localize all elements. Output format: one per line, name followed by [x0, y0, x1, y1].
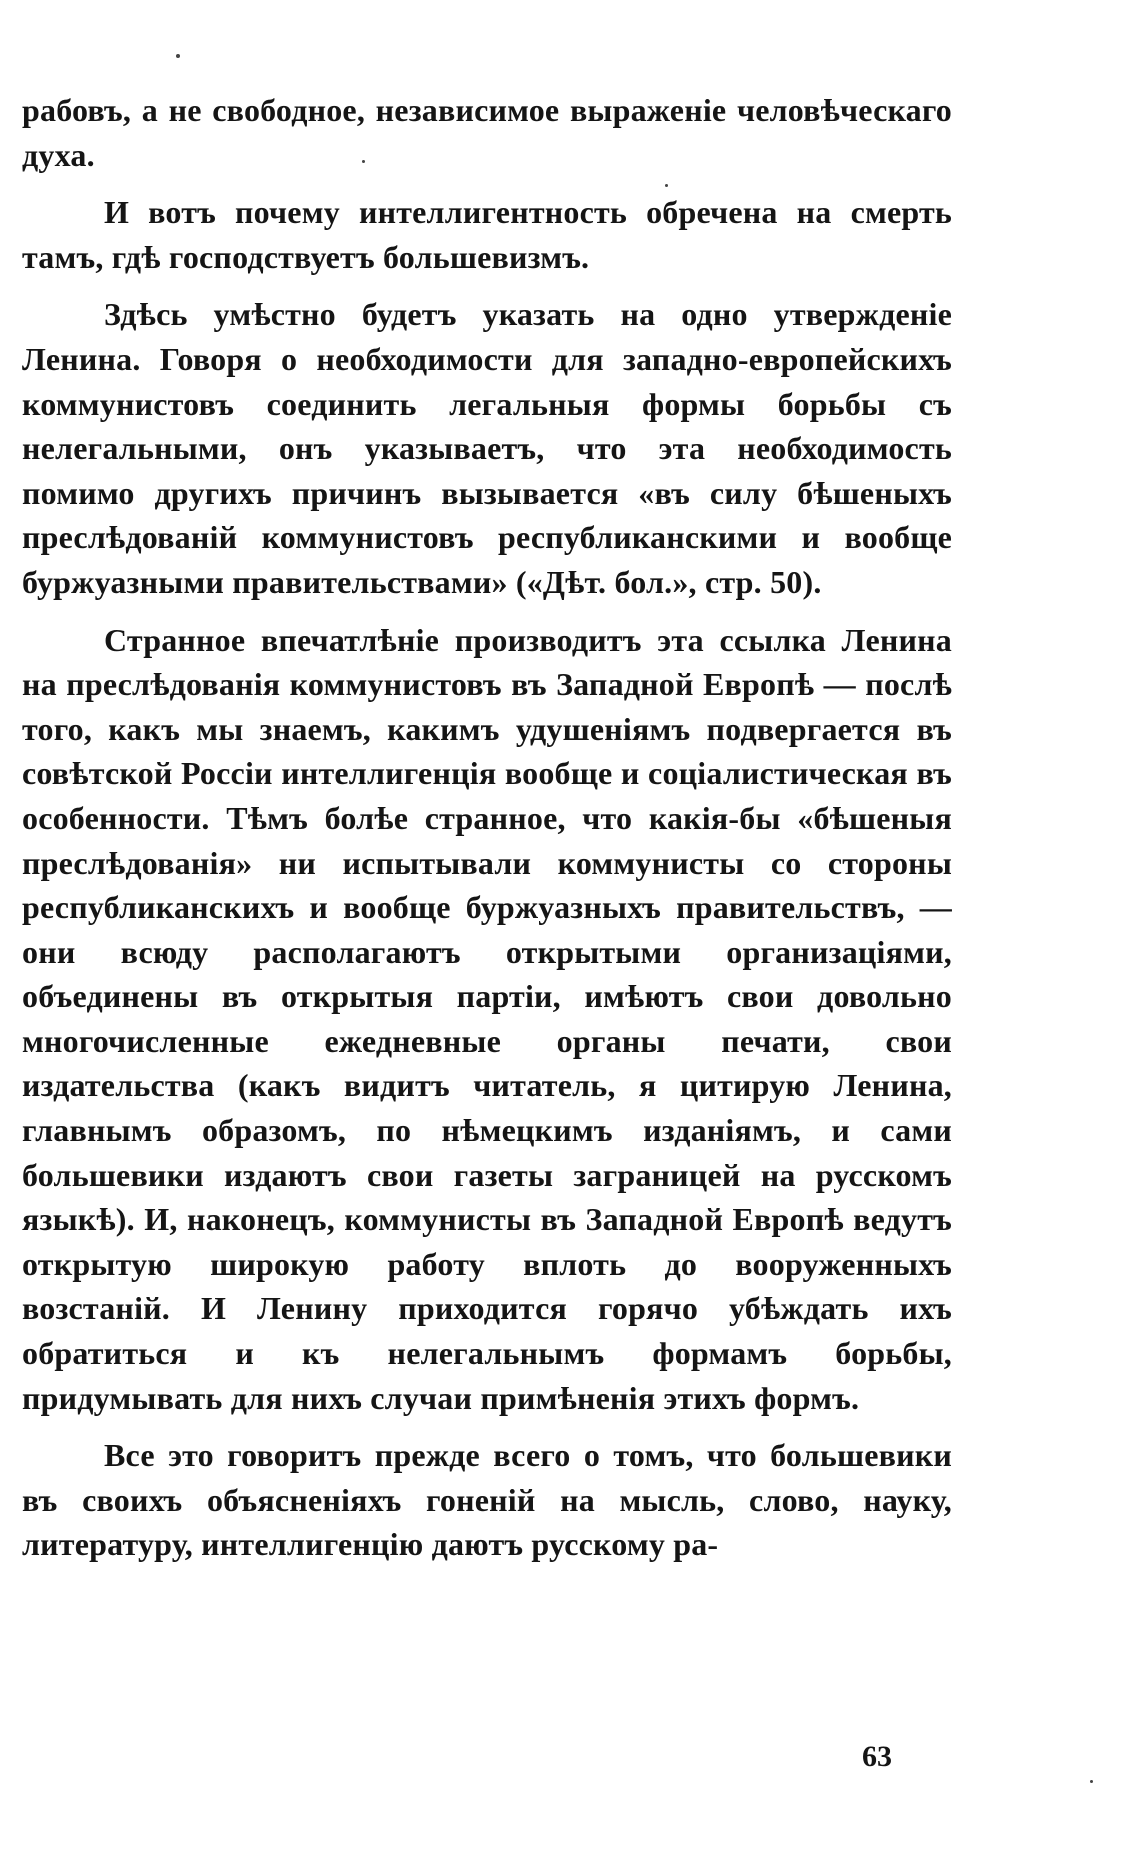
- scan-speck: [176, 54, 180, 58]
- paragraph-conclusion: Все это говоритъ прежде всего о томъ, что большевики въ своихъ объясненіяхъ гоненій на мысль, слово, науку, литературу, интеллигенцію даютъ русскому ра-: [22, 1437, 952, 1563]
- paragraph-intelligentsia-doomed: И вотъ почему интеллигентность обречена на смерть тамъ, гдѣ господствуетъ большевизмъ.: [22, 194, 952, 275]
- page-number: 63: [862, 1740, 892, 1773]
- scan-speck: [665, 184, 668, 187]
- paragraph-gap: [22, 177, 952, 190]
- paragraph-gap: [22, 279, 952, 292]
- paragraph-lenin-assertion: Здѣсь умѣстно будетъ указать на одно утвержденіе Ленина. Говоря о необходимости для западно-европейскихъ коммунистовъ соединить легальныя формы борьбы съ нелегальными, онъ указываетъ, что эта необходимость помимо другихъ причинъ вызывается «въ силу бѣшеныхъ преслѣдованій коммунистовъ республиканскими и вообще буржуазными правительствами» («Дѣт. бол.», стр. 50).: [22, 296, 952, 600]
- paragraph-gap: [22, 1420, 952, 1433]
- scan-speck: [1090, 1780, 1093, 1783]
- paragraph-continuation: рабовъ, а не свободное, независимое выраженіе человѣческаго духа.: [22, 92, 952, 173]
- paragraph-strange-impression: Странное впечатлѣніе производитъ эта ссылка Ленина на преслѣдованія коммунистовъ въ Западной Европѣ — послѣ того, какъ мы знаемъ, какимъ удушеніямъ подвергается въ совѣтской Россіи интеллигенція вообще и соціалистическая въ особенности. Тѣмъ болѣе странное, что какія-бы «бѣшеныя преслѣдованія» ни испытывали коммунисты со стороны республиканскихъ и вообще буржуазныхъ правительствъ, — они всюду располагаютъ открытыми организаціями, объединены въ открытыя партіи, имѣютъ свои довольно многочисленные ежедневные органы печати, свои издательства (какъ видитъ читатель, я цитирую Ленина, главнымъ образомъ, по нѣмецкимъ изданіямъ, и сами большевики издаютъ свои газеты заграницей на русскомъ языкѣ). И, наконецъ, коммунисты въ Западной Европѣ ведутъ открытую широкую работу вплоть до вооруженныхъ возстаній. И Ленину приходится горячо убѣждать ихъ обратиться и къ нелегальнымъ формамъ борьбы, придумывать для нихъ случаи примѣненія этихъ формъ.: [22, 621, 952, 1416]
- page-body: [22, 88, 952, 1567]
- scan-speck: [362, 160, 365, 163]
- paragraph-gap: [22, 605, 952, 618]
